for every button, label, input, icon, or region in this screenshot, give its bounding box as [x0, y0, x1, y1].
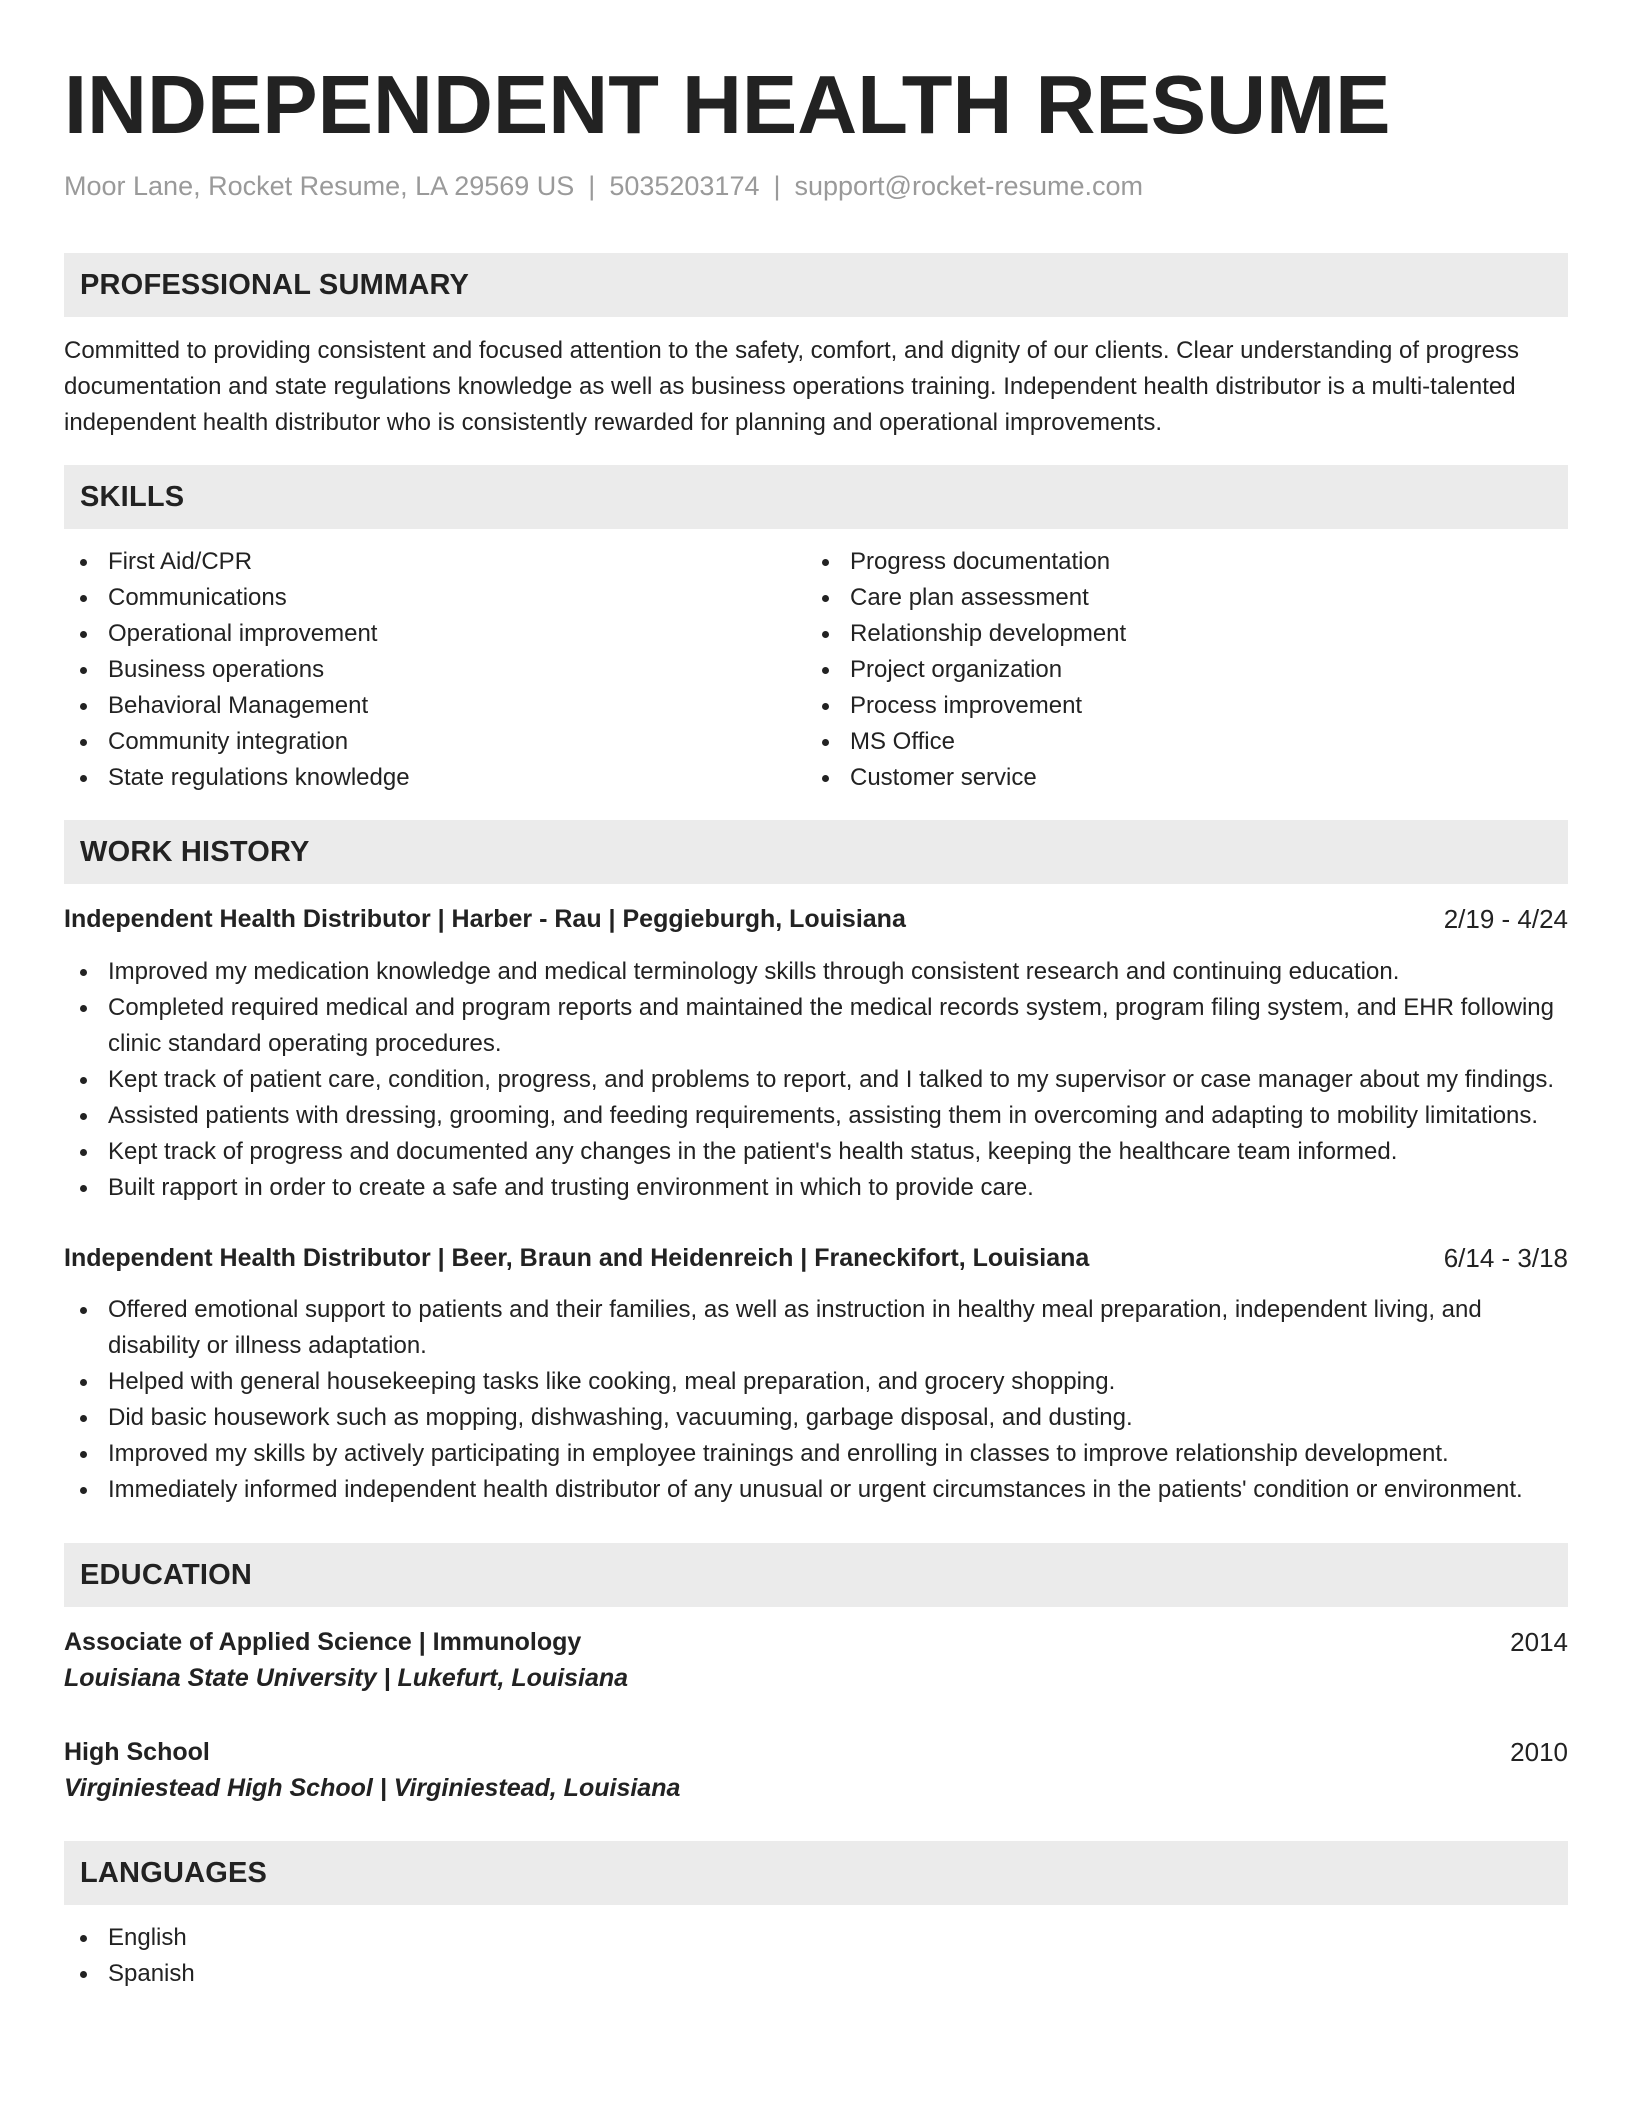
- skills-list-right: [806, 544, 1548, 796]
- summary-heading: PROFESSIONAL SUMMARY: [64, 253, 1568, 317]
- education-header: [64, 1734, 1568, 1770]
- languages-list: [64, 1920, 1568, 1992]
- skills-columns: [64, 544, 1568, 796]
- skill-item: Process improvement: [806, 688, 1548, 724]
- skill-item: State regulations knowledge: [64, 760, 806, 796]
- skill-item: Behavioral Management: [64, 688, 806, 724]
- job-bullet: Kept track of patient care, condition, progress, and problems to report, and I talked to my supervisor or case manager about my findings.: [64, 1062, 1568, 1098]
- skill-item: Progress documentation: [806, 544, 1548, 580]
- education-degree: High School: [64, 1738, 210, 1766]
- skill-item: Community integration: [64, 724, 806, 760]
- job-bullet: Completed required medical and program reports and maintained the medical records system, program filing system, and EHR following clinic standard operating procedures.: [64, 990, 1568, 1062]
- job-dates: 6/14 - 3/18: [1443, 1243, 1568, 1273]
- summary-text: Committed to providing consistent and focused attention to the safety, comfort, and dignity of our clients. Clear understanding of progress documentation and state regulations knowledge as well as business operations training. Independent health distributor is a multi-talented independent health distributor who is consistently rewarded for planning and operational improvements.: [64, 337, 1520, 436]
- job-title: Independent Health Distributor | Beer, Braun and Heidenreich | Franeckifort, Louisiana: [64, 1244, 1090, 1272]
- resume-title: INDEPENDENT HEALTH RESUME: [64, 58, 1391, 151]
- skill-item: Operational improvement: [64, 616, 806, 652]
- language-item: English: [64, 1920, 1568, 1956]
- language-item: Spanish: [64, 1956, 1568, 1992]
- job-bullets: [64, 954, 1568, 1206]
- job-bullet: Assisted patients with dressing, grooming, and feeding requirements, assisting them in overcoming and adapting to mobility limitations.: [64, 1098, 1568, 1134]
- contact-address: Moor Lane, Rocket Resume, LA 29569 US: [64, 171, 575, 201]
- skill-item: Care plan assessment: [806, 580, 1548, 616]
- job-bullet: Improved my medication knowledge and medical terminology skills through consistent research and continuing education.: [64, 954, 1568, 990]
- education-year: 2010: [1510, 1737, 1568, 1767]
- job-title: Independent Health Distributor | Harber - Rau | Peggieburgh, Louisiana: [64, 905, 906, 933]
- skill-item: Project organization: [806, 652, 1548, 688]
- skills-list-left: [64, 544, 806, 796]
- languages-heading: LANGUAGES: [64, 1841, 1568, 1905]
- contact-separator: |: [588, 171, 596, 201]
- skill-item: Customer service: [806, 760, 1548, 796]
- job-bullet: Built rapport in order to create a safe and trusting environment in which to provide care.: [64, 1170, 1568, 1206]
- skill-item: Relationship development: [806, 616, 1548, 652]
- education-school: Louisiana State University | Lukefurt, Louisiana: [64, 1664, 629, 1692]
- job-header: [64, 901, 1568, 937]
- education-year: 2014: [1510, 1627, 1568, 1657]
- education-entry: [64, 1734, 1568, 1806]
- job-bullet: Kept track of progress and documented any changes in the patient's health status, keeping the healthcare team informed.: [64, 1134, 1568, 1170]
- education-heading: EDUCATION: [64, 1543, 1568, 1607]
- skill-item: Business operations: [64, 652, 806, 688]
- job-bullet: Immediately informed independent health distributor of any unusual or urgent circumstances in the patients' condition or environment.: [64, 1472, 1568, 1508]
- education-school: Virginiestead High School | Virginiestead, Louisiana: [64, 1774, 681, 1802]
- skills-heading: SKILLS: [64, 465, 1568, 529]
- education-degree: Associate of Applied Science | Immunology: [64, 1628, 582, 1656]
- job-header: [64, 1240, 1568, 1276]
- contact-separator: |: [773, 171, 781, 201]
- skill-item: MS Office: [806, 724, 1548, 760]
- job-bullet: Helped with general housekeeping tasks like cooking, meal preparation, and grocery shopping.: [64, 1364, 1568, 1400]
- job-bullet: Offered emotional support to patients and their families, as well as instruction in healthy meal preparation, independent living, and disability or illness adaptation.: [64, 1292, 1568, 1364]
- job-dates: 2/19 - 4/24: [1443, 904, 1568, 934]
- job-entry: [64, 901, 1568, 1206]
- skill-item: First Aid/CPR: [64, 544, 806, 580]
- job-bullet: Improved my skills by actively participating in employee trainings and enrolling in classes to improve relationship development.: [64, 1436, 1568, 1472]
- skill-item: Communications: [64, 580, 806, 616]
- contact-phone: 5035203174: [609, 171, 760, 201]
- job-entry: [64, 1240, 1568, 1508]
- education-entry: [64, 1624, 1568, 1696]
- contact-email: support@rocket-resume.com: [794, 171, 1144, 201]
- education-header: [64, 1624, 1568, 1660]
- job-bullet: Did basic housework such as mopping, dishwashing, vacuuming, garbage disposal, and dusting.: [64, 1400, 1568, 1436]
- contact-line: [64, 168, 1568, 204]
- job-bullets: [64, 1292, 1568, 1508]
- work-heading: WORK HISTORY: [64, 820, 1568, 884]
